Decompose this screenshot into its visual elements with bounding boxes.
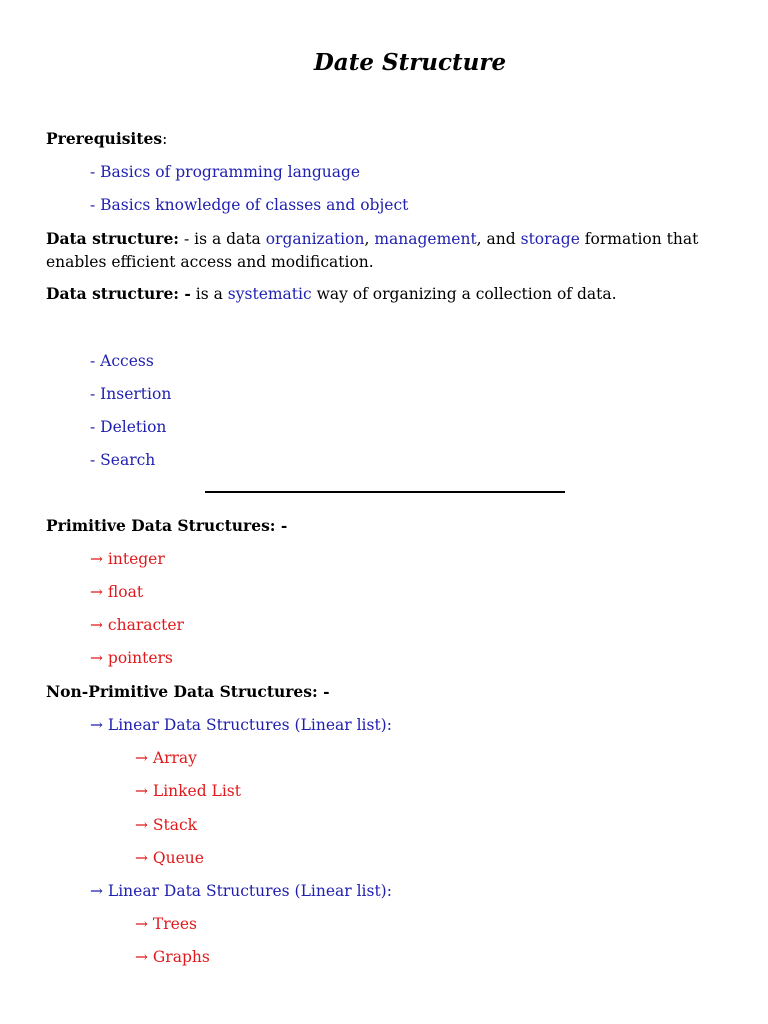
primitive-item: → integer (90, 550, 165, 568)
keyword-management: management (374, 230, 477, 248)
definition-text: - is a data (179, 230, 266, 248)
prerequisite-item: - Basics of programming language (90, 163, 361, 181)
definition-label: Data structure: (46, 229, 180, 248)
operation-item: - Deletion (90, 418, 167, 436)
definition-text: , (364, 230, 375, 248)
definition-label: Data structure: - (46, 284, 191, 303)
prerequisites-heading (46, 128, 167, 150)
definition-text: , and (476, 230, 521, 248)
linear-item: → Stack (135, 816, 198, 834)
linear-item: → Linked List (135, 782, 241, 800)
non-primitive-heading: Non-Primitive Data Structures: - (46, 682, 330, 701)
operation-item: - Search (90, 451, 156, 469)
linear-group-label: → Linear Data Structures (Linear list): (90, 716, 392, 734)
definition-paragraph-2 (46, 283, 617, 305)
page-title: Date Structure (313, 49, 507, 76)
prerequisites-label: Prerequisites (46, 129, 163, 148)
primitive-item: → pointers (90, 649, 173, 667)
operation-item: - Insertion (90, 385, 172, 403)
definition-text: is a (190, 285, 228, 303)
prerequisites-colon: : (162, 130, 168, 148)
keyword-systematic: systematic (227, 285, 312, 303)
second-group-item: → Trees (135, 915, 197, 933)
keyword-storage: storage (520, 230, 580, 248)
operation-item: - Access (90, 352, 154, 370)
second-group-item: → Graphs (135, 948, 210, 966)
linear-item: → Array (135, 749, 197, 767)
section-divider (205, 491, 565, 493)
linear-item: → Queue (135, 849, 204, 867)
primitive-item: → character (90, 616, 184, 634)
keyword-organization: organization (265, 230, 365, 248)
second-group-label: → Linear Data Structures (Linear list): (90, 882, 392, 900)
definition-text: formation that enables efficient access and modification. (46, 230, 699, 271)
prerequisite-item: - Basics knowledge of classes and object (90, 196, 409, 214)
definition-text: way of organizing a collection of data. (311, 285, 617, 303)
primitive-item: → float (90, 583, 144, 601)
definition-paragraph-1 (46, 227, 726, 274)
primitive-heading: Primitive Data Structures: - (46, 516, 288, 535)
